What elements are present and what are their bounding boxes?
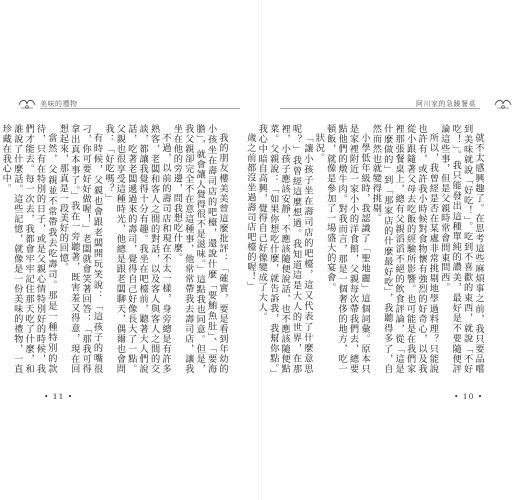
paragraph: 「讓小孩子坐在壽司店的吧檯，這又代表了什麼意思呢？」我曾經這麼想過。我知道這是大人的世界，在那裡，小孩子應該安靜，不應該隨便說話，也不應該隨便點菜。父親說：「如果你想吃什麼，就告訴我，我幫你點。」我心中暗自高興，覺得自己好像變成了大人。 (256, 124, 313, 374)
page-number-right: • 10 • (454, 392, 484, 401)
paragraph: 就不太感興趣了。在思考這些麻煩事之前，我只要品嚐到美味就說「好吃！」。吃到不喜歡的東西，就說「不好吃！」。我只能發出這種單純的讚美，最好是不要隨便評論這些事，但是父親時常會問東問西。 (438, 124, 484, 374)
paragraph: 我的朋友樓美美曾這麼批評：「確實，要是看到年幼的小孩坐在壽司店的吧檯，還說什麼「要鮪魚肚」、「要海膽」，就會讓人覺得很不是滋味。」這點我也同意。但是，我父親卻完全不在意這種事，他常常帶我去壽司店，讓我坐在他的旁邊，問我想吃什麼。 (171, 124, 228, 374)
paragraph: 狀況。 (313, 133, 325, 163)
ornament-icon (494, 96, 512, 115)
ornament-icon (18, 96, 36, 115)
right-page-body (244, 124, 484, 374)
paragraph: 歲之前都沒坐過壽司店吧檯的喔！」 (244, 133, 256, 292)
paragraph: 所以，我曾經是否在某處非常挑剔地學過料理？只能說也許有，或許我小時候對食物懷有強烈的好奇心，以及我從小跟隨著父母去吃飯的經驗所影響。也可能是在我們家裡那張餐桌上，總有父親滔滔不絕的飲食評論，從「這是什麼做的」到「那家店的什麼最好吃」，我聽得多了，自然而然也就變得挑剔。 (370, 124, 439, 374)
page-number-left: • 11 • (44, 392, 74, 401)
running-header-left: 美味的禮物 (40, 100, 78, 108)
paragraph: 小學低年級時，我認識了「聖地麗」這個詞彙。原本只是家裡附近一家小小的洋食館，父親每次帶我們去，總要點他們的燉牛肉。對我而言，那是一個奢侈的地方，吃一頓飯，就像是參加了一場盛大的宴會。 (324, 124, 370, 374)
paragraph: 有時候，父親也會跟老闆開玩笑說：「這孩子的嘴很刁，你可要好好做喔！」老闆就會笑著回答：「那我可得拿出真本事了。」我在一旁聽著，既害羞又得意，現在回想起來，那真是一段美好的回憶。 (57, 124, 103, 374)
left-page-body (0, 124, 228, 374)
running-header-right: 阿川家的急躁餐桌 (416, 100, 476, 108)
paragraph: 不過，以前的壽司店和現在不太一樣，身旁總是有許多熟客，老闆和客人之間的對話，以及客人與客人之間的交談，都讓我覺得十分有趣。我坐在吧檯前，聽著大人們說話，吃著老闆遞過來的壽司，覺得自己好像長大了一點。父親也很享受這種時光，他總是跟老闆聊天，偶爾也會問我：「好吃嗎？」 (102, 124, 171, 374)
paragraph: 當然，父親並不常帶我去吃壽司。那是一種特別的款待，只有在特別的日子，或是父親心情特別好的時候，我們才能去。每一次去，我都會牢牢記住那天吃了什麼，和誰說了什麼話。這些記憶，就像是一份美味的禮物，一直珍藏在我心中。 (0, 124, 57, 374)
header-rule-left (40, 108, 240, 109)
